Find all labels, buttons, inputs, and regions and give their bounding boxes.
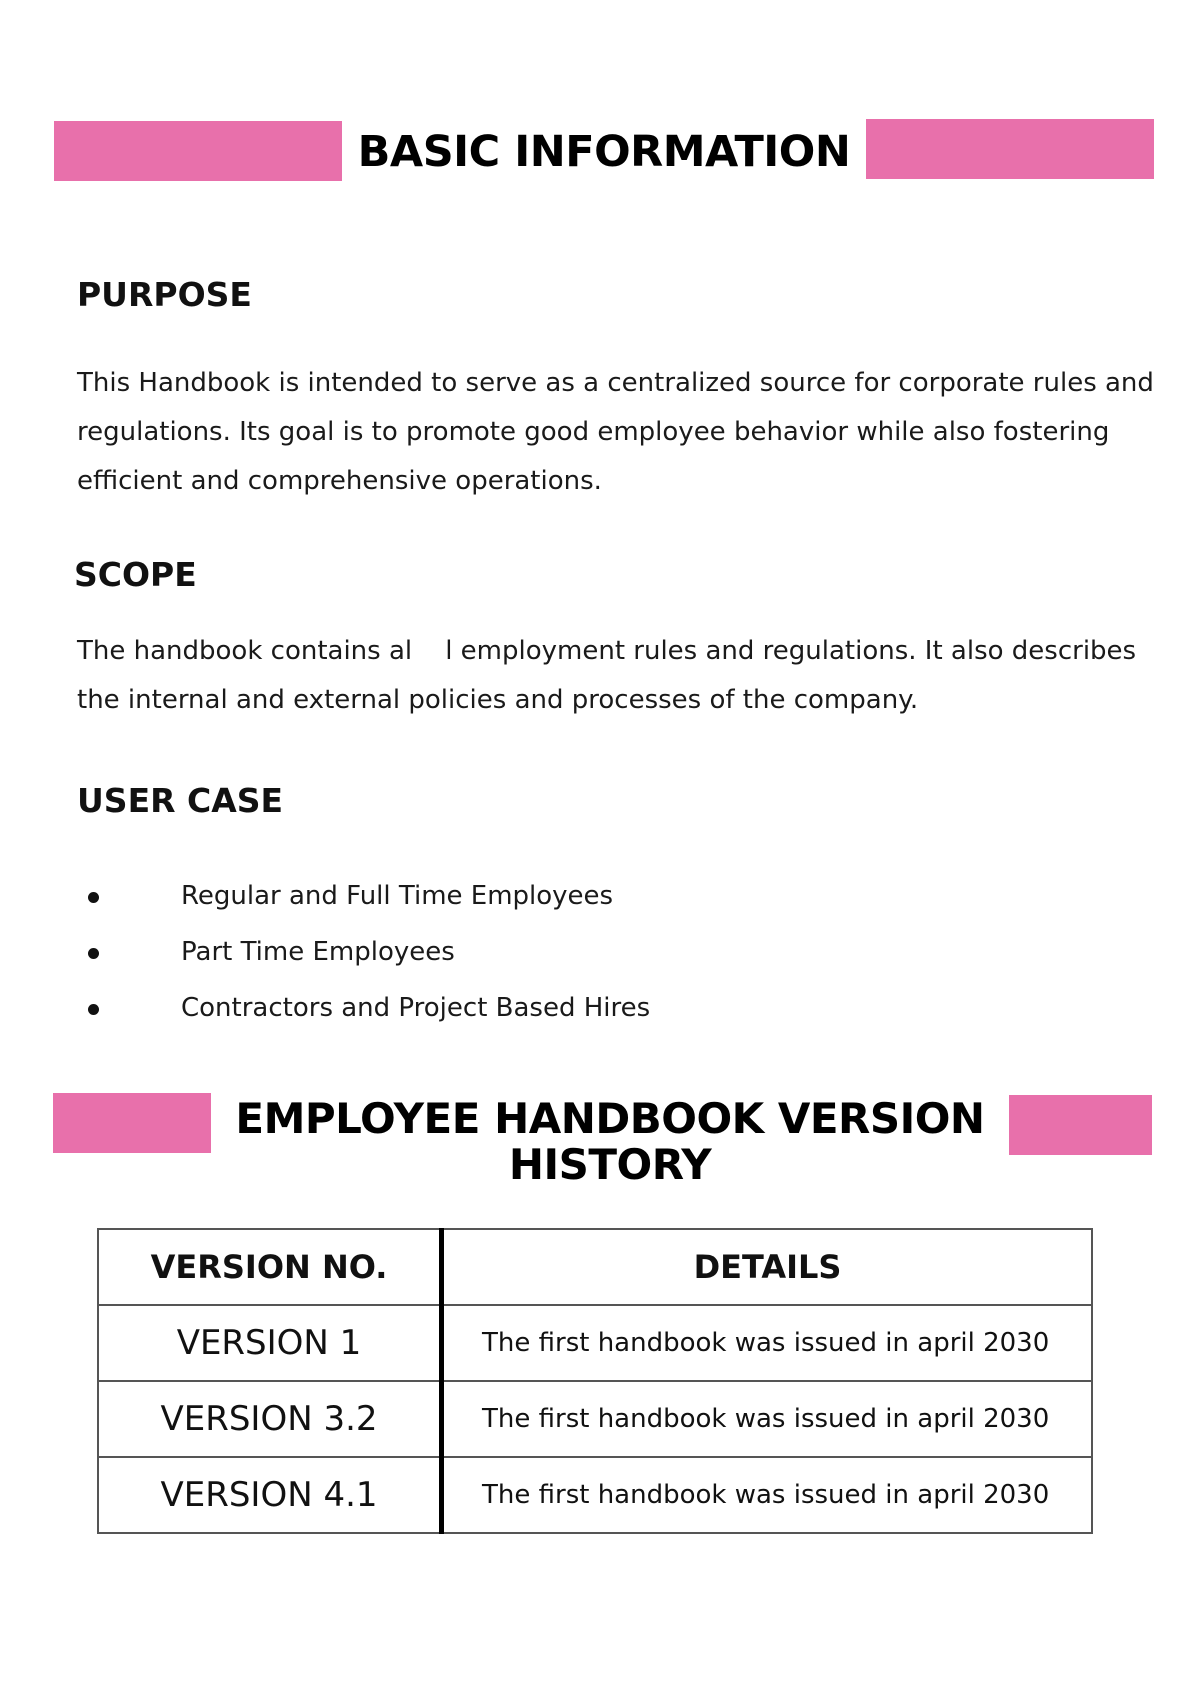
history-accent-bar-right (1009, 1095, 1152, 1155)
title-accent-bar-right (866, 119, 1154, 179)
version-history-title-line1: EMPLOYEE HANDBOOK VERSION (235, 1094, 985, 1143)
version-cell: VERSION 4.1 (98, 1457, 442, 1533)
table-header-row (98, 1229, 1092, 1305)
table-row (98, 1457, 1092, 1533)
bullet-icon (88, 1004, 99, 1015)
details-cell: The first handbook was issued in april 2030 (442, 1381, 1093, 1457)
purpose-text: This Handbook is intended to serve as a centralized source for corporate rules and regulations. Its goal is to promote good employee behavior while also fostering efficient and comprehensive operations. (77, 368, 1154, 496)
version-history-title-line2: HISTORY (508, 1140, 712, 1189)
version-cell: VERSION 1 (98, 1305, 442, 1381)
version-history-title (211, 1096, 1009, 1188)
user-case-heading: USER CASE (77, 781, 284, 820)
version-cell: VERSION 3.2 (98, 1381, 442, 1457)
scope-heading: SCOPE (74, 555, 197, 594)
basic-information-title: BASIC INFORMATION (357, 127, 851, 177)
version-history-table (97, 1228, 1093, 1534)
list-item-label: Regular and Full Time Employees (181, 881, 614, 911)
scope-text: The handbook contains al l employment rules and regulations. It also describes the internal and external policies and processes of the company. (77, 636, 1145, 715)
title-accent-bar-left (54, 121, 342, 181)
details-cell: The first handbook was issued in april 2030 (442, 1305, 1093, 1381)
purpose-heading: PURPOSE (77, 275, 252, 314)
details-cell: The first handbook was issued in april 2030 (442, 1457, 1093, 1533)
column-header-version: VERSION NO. (98, 1229, 442, 1305)
list-item-label: Part Time Employees (181, 937, 455, 967)
history-accent-bar-left (53, 1093, 211, 1153)
table-row (98, 1381, 1092, 1457)
bullet-icon (88, 892, 99, 903)
list-item-label: Contractors and Project Based Hires (181, 993, 651, 1023)
bullet-icon (88, 948, 99, 959)
column-header-details: DETAILS (442, 1229, 1093, 1305)
table-row (98, 1305, 1092, 1381)
